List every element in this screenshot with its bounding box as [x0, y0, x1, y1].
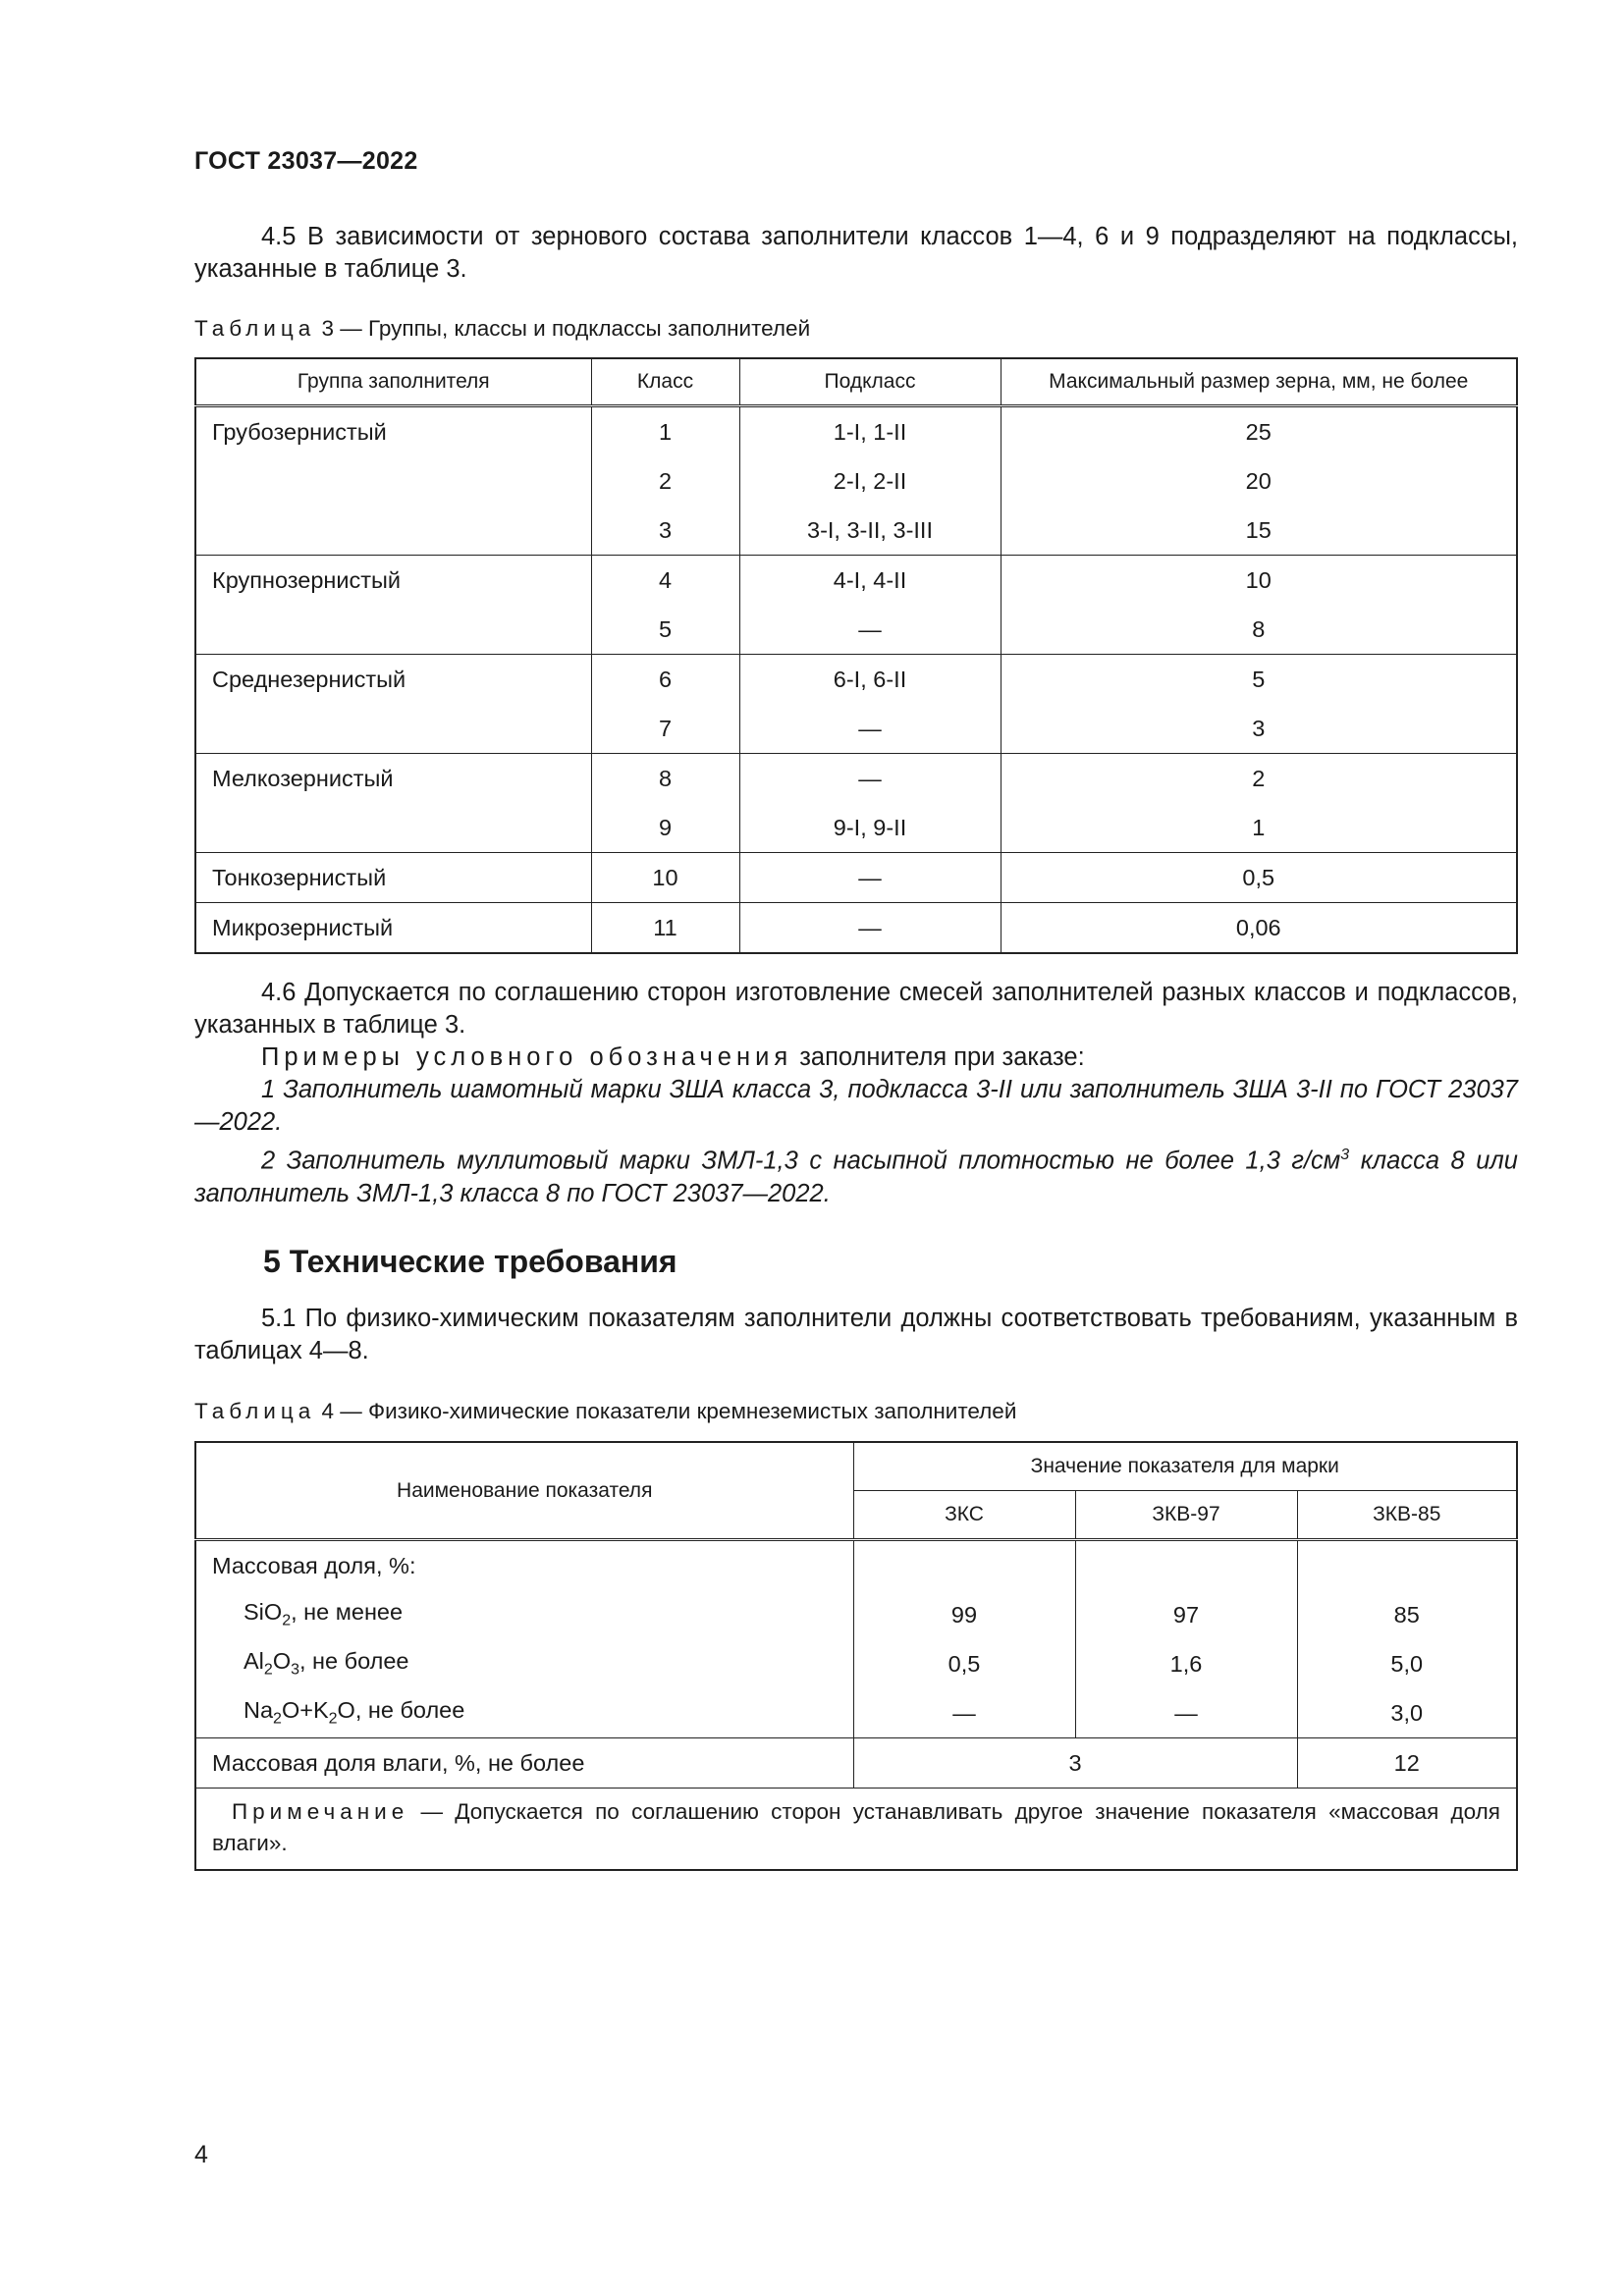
table-cell-empty — [195, 506, 591, 556]
formula-subscript: 3 — [291, 1661, 299, 1679]
formula-subscript: 2 — [273, 1710, 282, 1728]
table-cell: 3-I, 3-II, 3-III — [739, 506, 1001, 556]
table-row — [195, 1590, 1517, 1639]
formula-subscript: 2 — [263, 1661, 273, 1679]
formula-subscript: 2 — [328, 1710, 338, 1728]
table4-header-name: Наименование показателя — [195, 1442, 853, 1540]
table-cell: 1 — [591, 406, 739, 457]
table3-group-name: Среднезернистый — [195, 655, 591, 705]
table-cell: 4-I, 4-II — [739, 556, 1001, 606]
formula-text: O — [272, 1648, 292, 1675]
paragraph-4-5: 4.5 В зависимости от зернового состава заполнители классов 1—4, 6 и 9 подразделяют на подклассы, указанные в таблице 3. — [194, 223, 1518, 283]
table-cell: 99 — [853, 1590, 1075, 1639]
table-cell: 3 — [591, 506, 739, 556]
formula-text: O, не более — [337, 1697, 465, 1724]
note-label: Примечание — [232, 1799, 409, 1824]
examples-lead-spaced: Примеры условного обозначения — [261, 1043, 793, 1071]
table-cell: 5 — [591, 605, 739, 655]
table-cell: 15 — [1001, 506, 1517, 556]
table-cell-empty — [1297, 1540, 1517, 1591]
table-cell: 0,5 — [853, 1639, 1075, 1688]
table-cell-empty — [195, 605, 591, 655]
table4-header-mark: ЗКВ-97 — [1075, 1491, 1297, 1540]
table-cell: 85 — [1297, 1590, 1517, 1639]
table-row — [195, 1639, 1517, 1688]
formula-text: , не более — [299, 1648, 409, 1675]
table-cell: 6 — [591, 655, 739, 705]
table4-header-mark: ЗКС — [853, 1491, 1075, 1540]
table-cell: 5,0 — [1297, 1639, 1517, 1688]
table-cell: 1,6 — [1075, 1639, 1297, 1688]
table3-group-name: Микрозернистый — [195, 903, 591, 954]
table-cell: 25 — [1001, 406, 1517, 457]
table-cell: — — [739, 754, 1001, 804]
table4 — [194, 1441, 1518, 1871]
table-cell: — — [1075, 1688, 1297, 1738]
table3-header-cell: Класс — [591, 358, 739, 406]
table-cell-empty — [853, 1540, 1075, 1591]
table-cell: 3 — [1001, 704, 1517, 754]
table-cell: — — [739, 605, 1001, 655]
formula-subscript: 2 — [282, 1612, 292, 1629]
table4-header-row — [195, 1442, 1517, 1491]
table-cell: 2-I, 2-II — [739, 456, 1001, 506]
table-cell: 2 — [1001, 754, 1517, 804]
examples-lead — [194, 1041, 1518, 1074]
table4-row-label: Массовая доля влаги, %, не более — [195, 1738, 853, 1789]
example-2-part-a: 2 Заполнитель муллитовый марки ЗМЛ-1,3 с насыпной плотностью не более 1,3 г/см — [261, 1147, 1341, 1175]
table-cell: 7 — [591, 704, 739, 754]
paragraph-5-1: 5.1 По физико-химическим показателям заполнители должны соответствовать требованиям, указанным в таблицах 4—8. — [194, 1305, 1518, 1364]
table3-header-row — [195, 358, 1517, 406]
table-row — [195, 506, 1517, 556]
table4-row-label: Массовая доля, %: — [195, 1540, 853, 1591]
table-cell: 4 — [591, 556, 739, 606]
formula-text: SiO — [244, 1599, 283, 1626]
table-row — [195, 655, 1517, 705]
table-cell: 9-I, 9-II — [739, 803, 1001, 853]
table-cell: 9 — [591, 803, 739, 853]
table-row — [195, 803, 1517, 853]
table-cell: 10 — [1001, 556, 1517, 606]
table-row — [195, 556, 1517, 606]
table4-header-group: Значение показателя для марки — [853, 1442, 1517, 1491]
table-cell-empty — [195, 456, 591, 506]
section-5-title: 5 Технические требования — [263, 1244, 677, 1279]
table-cell-empty — [195, 704, 591, 754]
table-cell: 11 — [591, 903, 739, 954]
table4-caption-label: Таблица — [194, 1399, 316, 1423]
formula-text: , не менее — [291, 1599, 404, 1626]
table-cell: 2 — [591, 456, 739, 506]
table-cell: 8 — [1001, 605, 1517, 655]
table4-header-mark: ЗКВ-85 — [1297, 1491, 1517, 1540]
formula-text: Na — [244, 1697, 274, 1724]
table-cell: — — [739, 704, 1001, 754]
table-cell-empty — [195, 803, 591, 853]
table-row — [195, 1688, 1517, 1738]
table-row — [195, 456, 1517, 506]
table3-header-cell: Подкласс — [739, 358, 1001, 406]
formula-text: Al — [244, 1648, 264, 1675]
table-cell: 3 — [853, 1738, 1297, 1789]
table-row — [195, 605, 1517, 655]
table-row — [195, 853, 1517, 903]
table-cell: 5 — [1001, 655, 1517, 705]
table4-row-label — [195, 1639, 853, 1688]
example-2-part-b: класса 8 или заполнитель ЗМЛ-1,3 класса 8 по ГОСТ 23037—2022. — [194, 1147, 1518, 1207]
formula-text: O+K — [281, 1697, 329, 1724]
table4-row-label — [195, 1688, 853, 1738]
table-cell: 0,5 — [1001, 853, 1517, 903]
table-cell: 10 — [591, 853, 739, 903]
table3-group-name: Грубозернистый — [195, 406, 591, 457]
table4-caption-text: 4 — Физико-химические показатели кремнеземистых заполнителей — [315, 1399, 1017, 1423]
table-row — [195, 754, 1517, 804]
examples-lead-rest: заполнителя при заказе: — [792, 1043, 1085, 1071]
table3-header-cell: Группа заполнителя — [195, 358, 591, 406]
table3-group-name: Тонкозернистый — [195, 853, 591, 903]
table-cell-empty — [1075, 1540, 1297, 1591]
table-cell: 1 — [1001, 803, 1517, 853]
example-2-superscript: 3 — [1340, 1147, 1350, 1163]
table3-caption-label: Таблица — [194, 316, 316, 341]
table3-caption — [194, 316, 810, 342]
table-cell: 8 — [591, 754, 739, 804]
document-header: ГОСТ 23037—2022 — [194, 147, 418, 175]
table-row — [195, 704, 1517, 754]
table-cell: 12 — [1297, 1738, 1517, 1789]
example-1: 1 Заполнитель шамотный марки ЗША класса 3, подкласса 3-II или заполнитель ЗША 3-II по ГОСТ 23037—2022. — [194, 1076, 1518, 1136]
table-cell: 6-I, 6-II — [739, 655, 1001, 705]
table-cell: 97 — [1075, 1590, 1297, 1639]
table-cell: 3,0 — [1297, 1688, 1517, 1738]
table-row — [195, 903, 1517, 954]
table3-group-name: Крупнозернистый — [195, 556, 591, 606]
paragraph-4-6: 4.6 Допускается по соглашению сторон изготовление смесей заполнителей разных классов и подклассов, указанных в таблице 3. — [194, 979, 1518, 1039]
table4-note-row — [195, 1789, 1517, 1871]
table-cell: 20 — [1001, 456, 1517, 506]
table3-caption-text: 3 — Группы, классы и подклассы заполнителей — [315, 316, 811, 341]
table-cell: — — [853, 1688, 1075, 1738]
table4-note — [195, 1789, 1517, 1871]
table-cell: 1-I, 1-II — [739, 406, 1001, 457]
table-cell: — — [739, 903, 1001, 954]
table3-group-name: Мелкозернистый — [195, 754, 591, 804]
page-number: 4 — [194, 2141, 208, 2168]
table3 — [194, 357, 1518, 954]
table4-caption — [194, 1399, 1016, 1424]
table-row — [195, 406, 1517, 457]
table-cell: 0,06 — [1001, 903, 1517, 954]
note-text: — Допускается по соглашению сторон устанавливать другое значение показателя «массовая доля влаги». — [212, 1799, 1500, 1855]
table-row — [195, 1540, 1517, 1591]
table3-header-cell: Максимальный размер зерна, мм, не более — [1001, 358, 1517, 406]
example-2 — [194, 1139, 1518, 1210]
table4-row-label — [195, 1590, 853, 1639]
table-row — [195, 1738, 1517, 1789]
table-cell: — — [739, 853, 1001, 903]
